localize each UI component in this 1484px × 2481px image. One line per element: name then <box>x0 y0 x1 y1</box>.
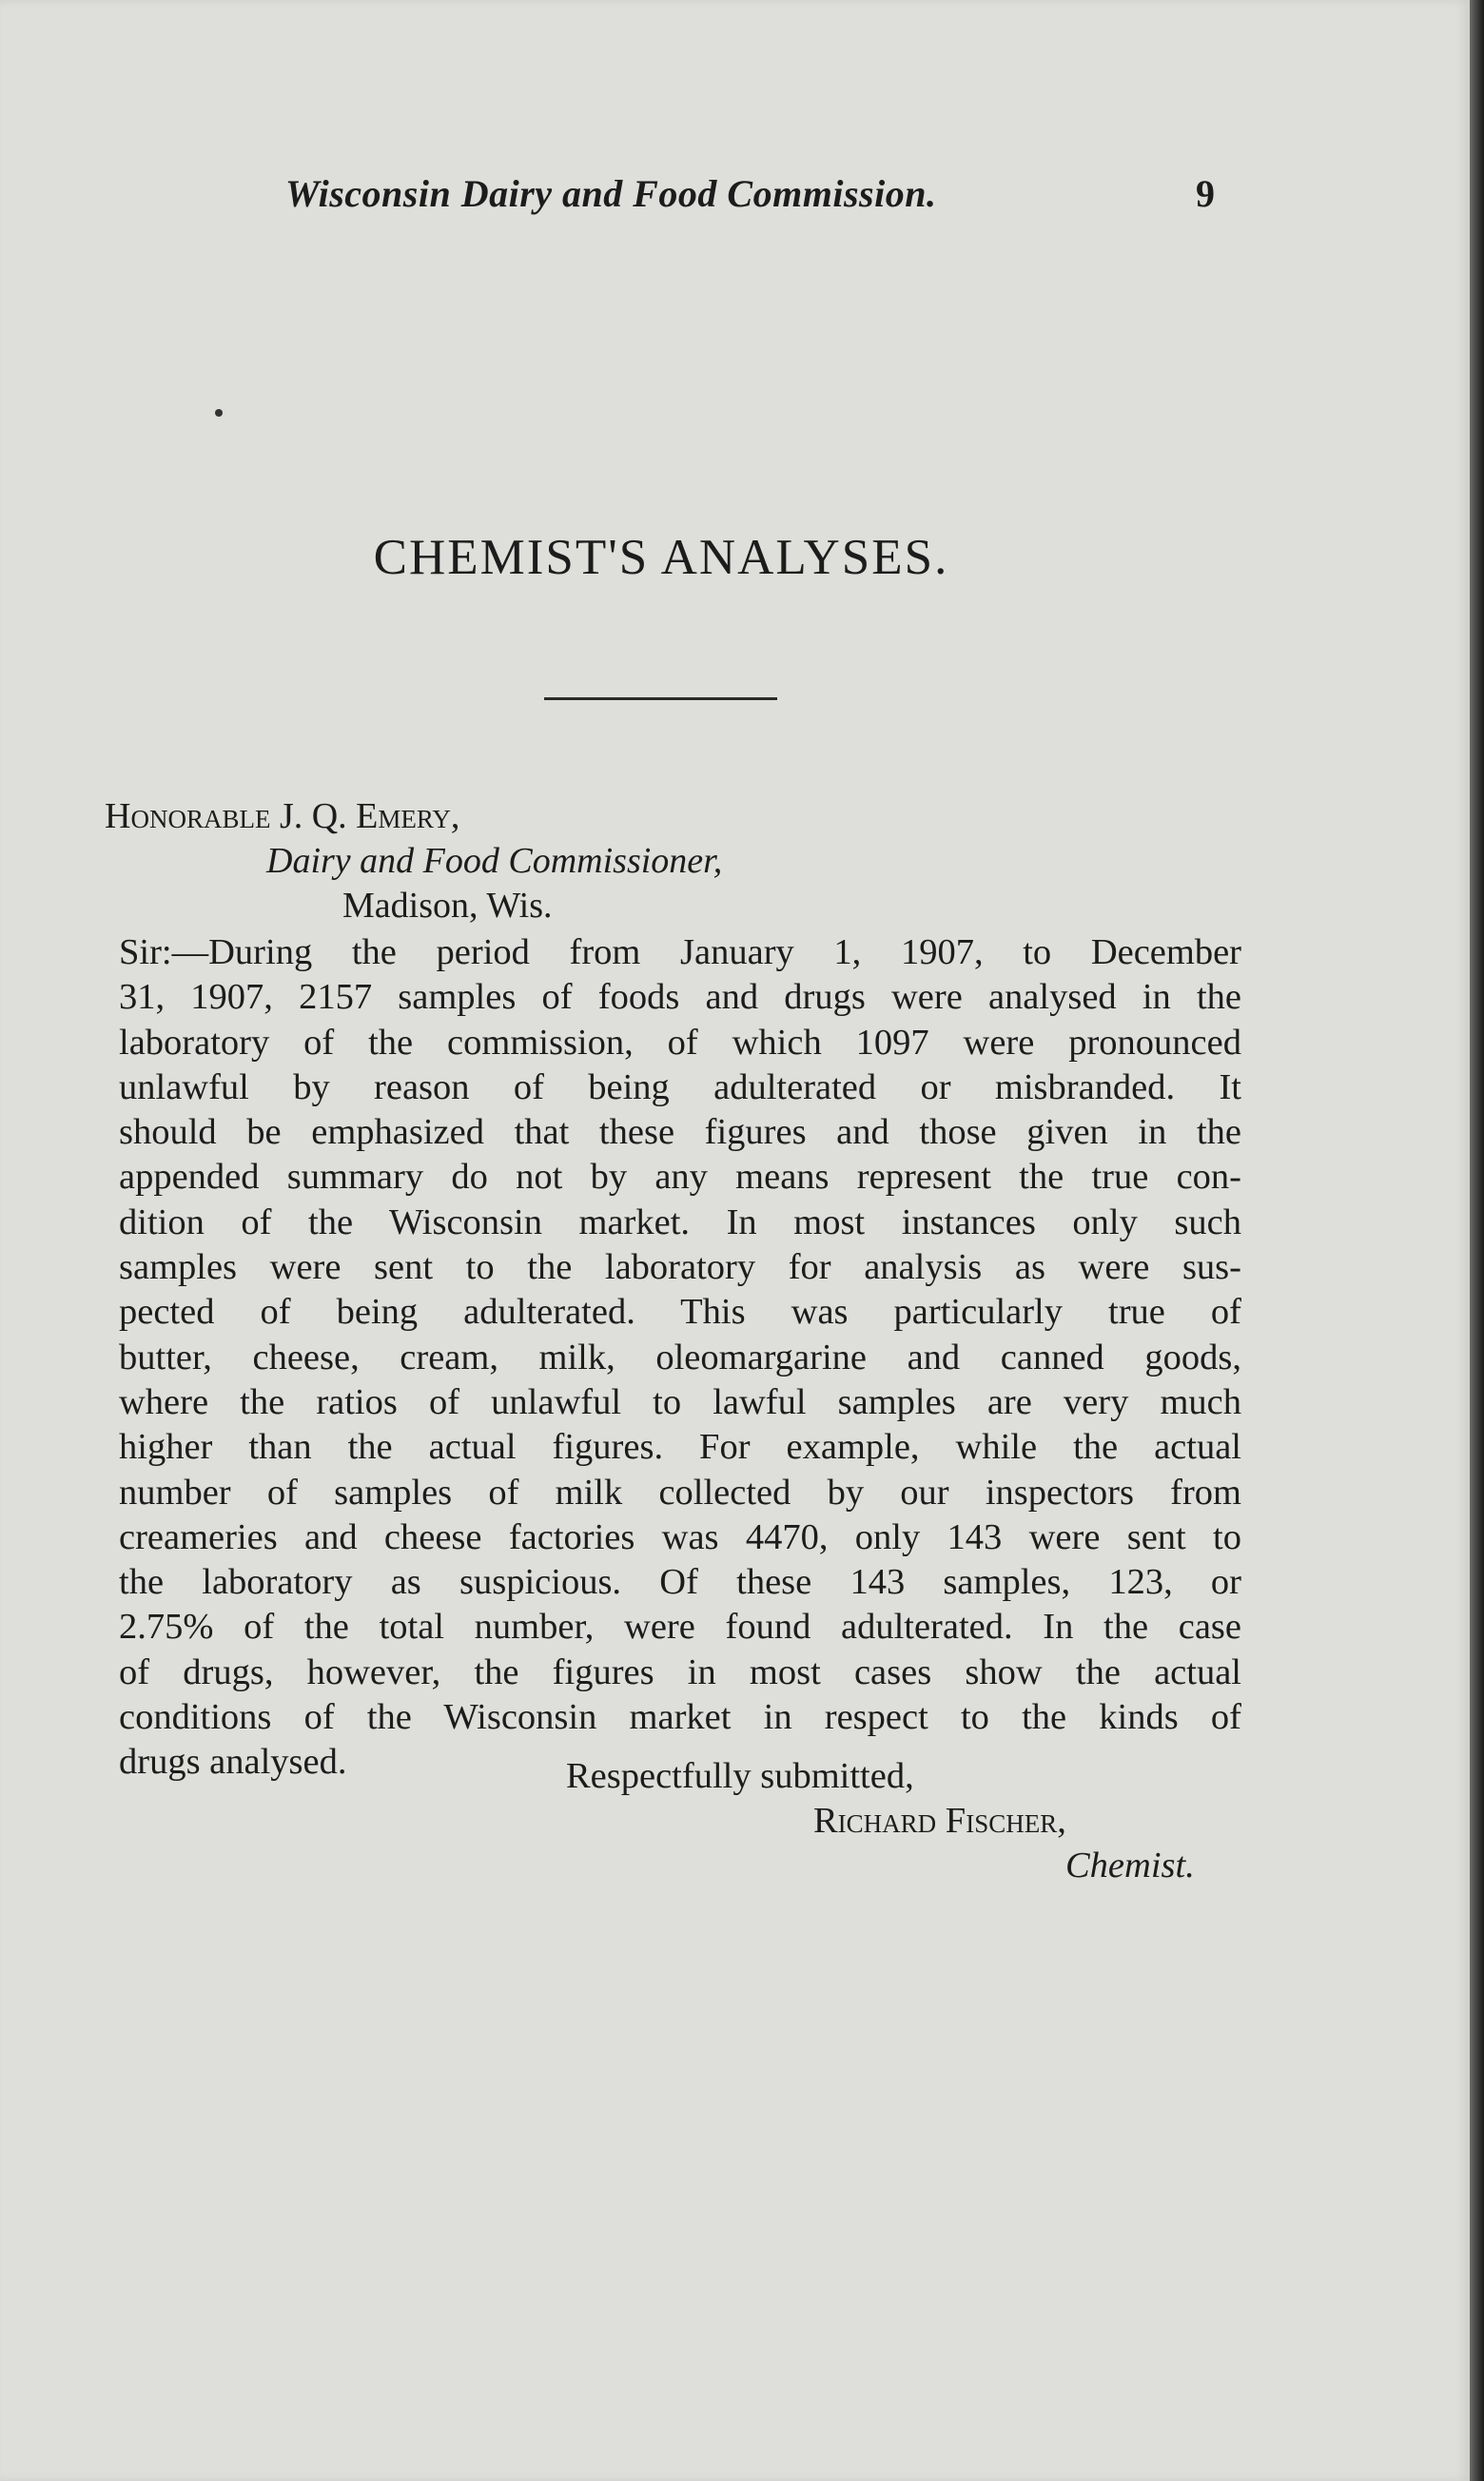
section-heading <box>0 529 1322 586</box>
page-edge-shadow <box>1470 0 1484 2481</box>
closing-text: Respectfully submitted, <box>566 1756 914 1796</box>
body-line: the laboratory as suspicious. Of these 143 samples, 123, or <box>119 1562 1241 1603</box>
letter-body <box>119 930 1241 1786</box>
body-line: Sir:—During the period from January 1, 1907, to December <box>119 932 1241 972</box>
body-line: appended summary do not by any means represent the true con- <box>119 1157 1241 1198</box>
body-line: drugs analysed. <box>119 1742 347 1783</box>
page-number: 9 <box>1196 172 1216 215</box>
signatory-role: Chemist. <box>1065 1846 1195 1885</box>
body-line: where the ratios of unlawful to lawful samples are very much <box>119 1381 1241 1422</box>
signatory-name: Richard Fischer, <box>813 1801 1066 1841</box>
body-line: creameries and cheese factories was 4470, only 143 were sent to <box>119 1516 1241 1557</box>
body-line: of drugs, however, the figures in most cases show the actual <box>119 1651 1241 1692</box>
addressee-title: Dairy and Food Commissioner, <box>266 841 723 881</box>
body-line: pected of being adulterated. This was particularly true of <box>119 1292 1241 1333</box>
body-line: butter, cheese, cream, milk, oleomargarine and canned goods, <box>119 1337 1241 1377</box>
body-line: dition of the Wisconsin market. In most instances only such <box>119 1201 1241 1242</box>
letter-address <box>105 794 1246 928</box>
addressee-location: Madison, Wis. <box>342 886 553 926</box>
running-head <box>285 171 1237 228</box>
body-line: higher than the actual figures. For example, while the actual <box>119 1427 1241 1468</box>
section-heading-text: CHEMIST'S ANALYSES. <box>373 530 949 585</box>
body-line: should be emphasized that these figures and those given in the <box>119 1112 1241 1153</box>
body-line: samples were sent to the laboratory for analysis as were sus- <box>119 1247 1241 1288</box>
body-line: conditions of the Wisconsin market in respect to the kinds of <box>119 1697 1241 1738</box>
heading-rule <box>544 697 777 700</box>
body-line: unlawful by reason of being adulterated or misbranded. It <box>119 1066 1241 1107</box>
running-head-title: Wisconsin Dairy and Food Commission. <box>285 172 937 215</box>
letter-signoff <box>119 1754 1241 1888</box>
ink-speck <box>215 409 223 417</box>
body-line: laboratory of the commission, of which 1097 were pronounced <box>119 1022 1241 1063</box>
body-line: number of samples of milk collected by our inspectors from <box>119 1472 1241 1513</box>
addressee-name: Honorable J. Q. Emery, <box>105 796 460 836</box>
body-line: 2.75% of the total number, were found adulterated. In the case <box>119 1607 1241 1648</box>
body-line: 31, 1907, 2157 samples of foods and drugs were analysed in the <box>119 977 1241 1018</box>
